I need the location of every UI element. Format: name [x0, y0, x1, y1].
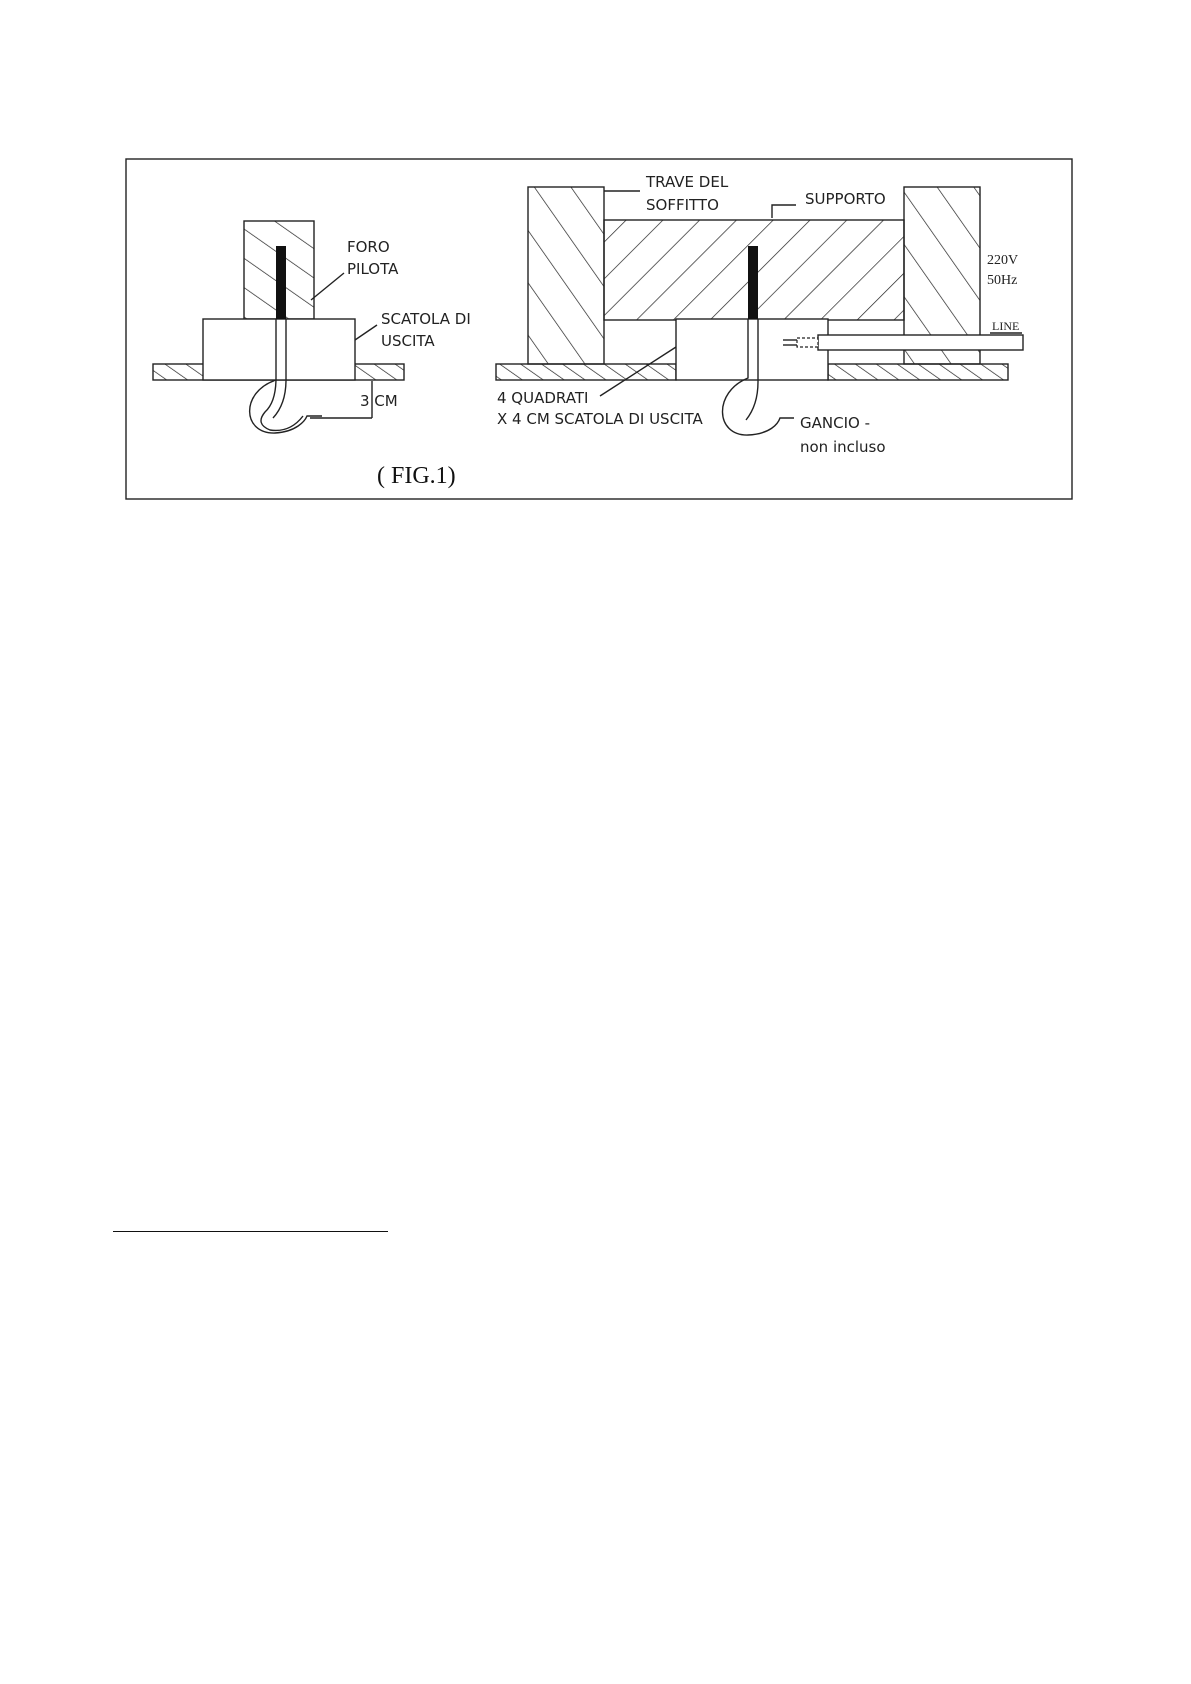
- right-detail: [496, 173, 1023, 456]
- line-cable: [818, 335, 1023, 350]
- ceiling-plate-right-b: [828, 364, 1008, 380]
- leader-pilot-hole: [311, 273, 344, 300]
- leader-outlet-box: [355, 325, 377, 340]
- line-connector: [797, 338, 818, 347]
- ceiling-beam-left: [528, 187, 604, 364]
- label-pilot-hole: FORO PILOTA: [347, 238, 399, 278]
- left-detail: [153, 221, 476, 433]
- pilot-hole-right: [748, 246, 758, 319]
- label-support: SUPPORTO: [805, 190, 886, 208]
- label-hook: GANCIO - non incluso: [800, 414, 886, 456]
- ceiling-plate-right-a: [496, 364, 676, 380]
- label-depth: 3 CM: [360, 392, 398, 410]
- leader-support: [772, 205, 796, 218]
- outlet-box-right: [676, 319, 828, 380]
- pilot-hole-left: [276, 246, 286, 319]
- outlet-box-left: [203, 319, 355, 380]
- label-ceiling-beam: TRAVE DEL SOFFITTO: [646, 173, 729, 214]
- label-voltage: 220V 50Hz: [987, 253, 1018, 288]
- figure-caption: ( FIG.1): [377, 463, 456, 489]
- label-outlet-box: SCATOLA DI USCITA: [381, 310, 471, 350]
- footnote-rule: [113, 1231, 388, 1232]
- label-line: LINE: [992, 319, 1020, 333]
- label-box-size: 4 QUADRATI X 4 CM SCATOLA DI USCITA: [497, 389, 703, 428]
